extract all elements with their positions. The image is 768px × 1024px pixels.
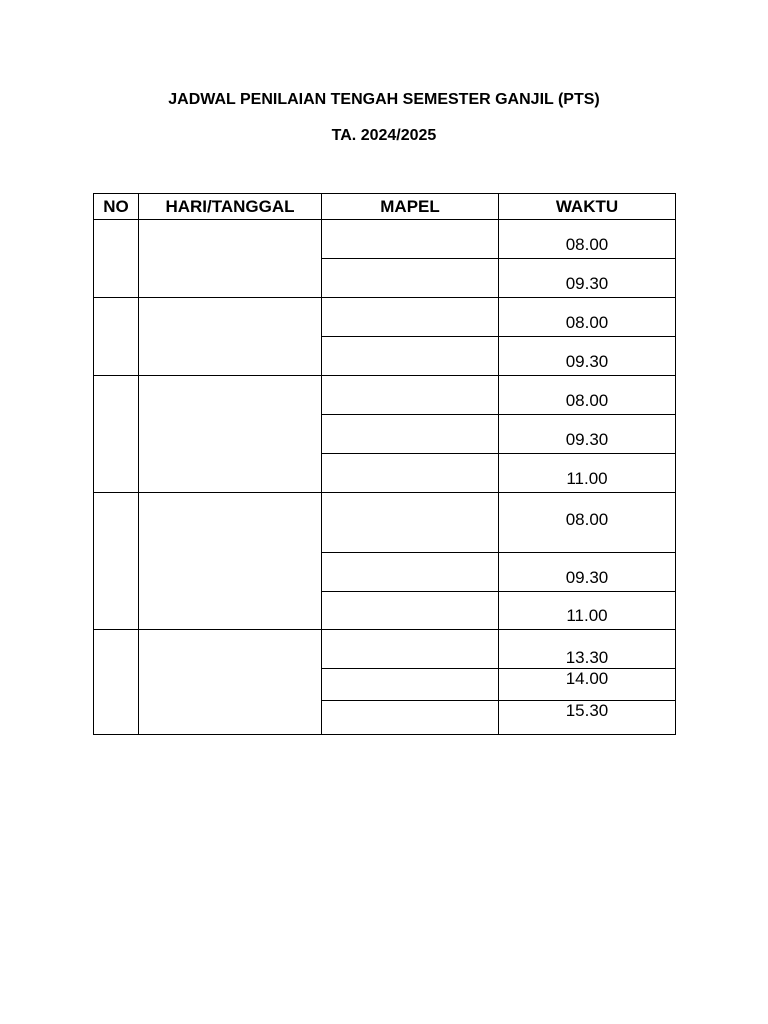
cell-waktu: 15.30: [499, 701, 676, 735]
document-subtitle: TA. 2024/2025: [331, 127, 437, 144]
cell-waktu: 14.00: [499, 669, 676, 701]
cell-mapel: [322, 669, 499, 701]
cell-mapel: [322, 493, 499, 553]
cell-mapel: [322, 630, 499, 669]
cell-no: [94, 493, 139, 630]
header-mapel: MAPEL: [322, 194, 499, 220]
cell-no: [94, 376, 139, 493]
cell-waktu: 11.00: [499, 454, 676, 493]
header-waktu: WAKTU: [499, 194, 676, 220]
cell-mapel: [322, 298, 499, 337]
table-row: [94, 630, 676, 669]
cell-waktu: 09.30: [499, 553, 676, 592]
cell-waktu: 08.00: [499, 493, 676, 553]
header-no: NO: [94, 194, 139, 220]
cell-waktu: 08.00: [499, 220, 676, 259]
cell-waktu: 08.00: [499, 298, 676, 337]
schedule-table: [93, 193, 676, 735]
table-row: [94, 376, 676, 415]
cell-mapel: [322, 415, 499, 454]
cell-hari-tanggal: [139, 376, 322, 493]
table-row: [94, 220, 676, 259]
cell-hari-tanggal: [139, 298, 322, 376]
cell-mapel: [322, 553, 499, 592]
header-hari-tanggal: HARI/TANGGAL: [139, 194, 322, 220]
cell-hari-tanggal: [139, 220, 322, 298]
cell-hari-tanggal: [139, 630, 322, 735]
table-row: [94, 493, 676, 553]
cell-hari-tanggal: [139, 493, 322, 630]
cell-waktu: 08.00: [499, 376, 676, 415]
cell-waktu: 13.30: [499, 630, 676, 669]
cell-no: [94, 298, 139, 376]
cell-waktu: 09.30: [499, 415, 676, 454]
cell-mapel: [322, 376, 499, 415]
document-title: JADWAL PENILAIAN TENGAH SEMESTER GANJIL (PTS): [168, 91, 600, 108]
cell-mapel: [322, 337, 499, 376]
cell-waktu: 11.00: [499, 592, 676, 630]
cell-waktu: 09.30: [499, 259, 676, 298]
cell-mapel: [322, 454, 499, 493]
cell-no: [94, 630, 139, 735]
cell-waktu: 09.30: [499, 337, 676, 376]
cell-mapel: [322, 701, 499, 735]
cell-mapel: [322, 259, 499, 298]
header-row: [94, 194, 676, 220]
cell-mapel: [322, 592, 499, 630]
table-row: [94, 298, 676, 337]
cell-no: [94, 220, 139, 298]
cell-mapel: [322, 220, 499, 259]
